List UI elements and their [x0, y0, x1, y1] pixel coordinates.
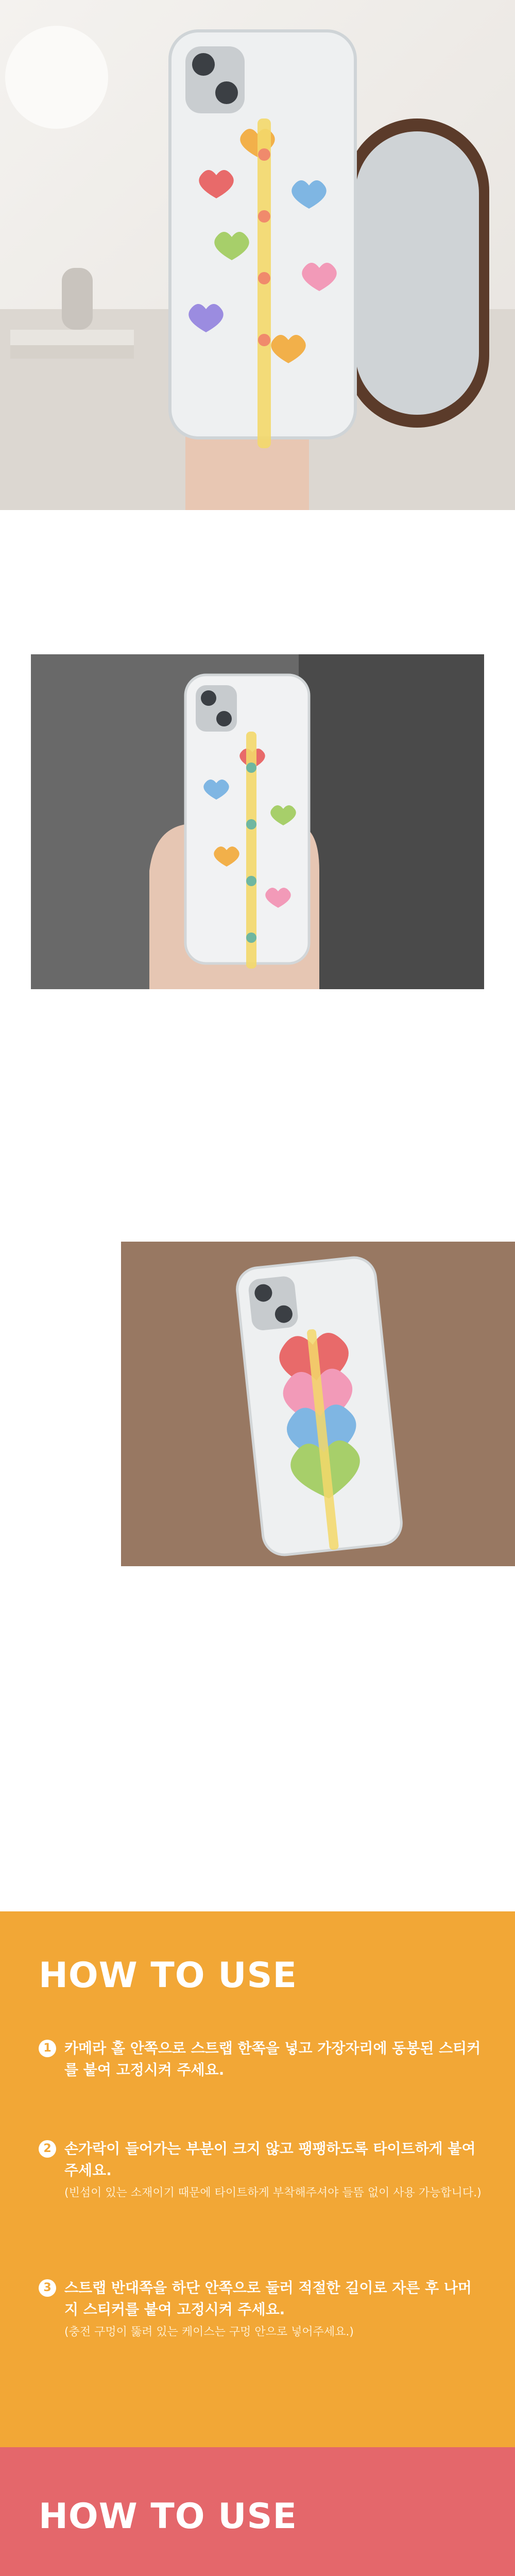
step-text: 스트랩 반대쪽을 하단 안쪽으로 둘러 적절한 길이로 자른 후 나머지 스티커를 붙여 고정시켜 주세요.: [64, 2279, 472, 2318]
step-note: (충전 구멍이 뚫려 있는 케이스는 구멍 안으로 넣어주세요.): [64, 2326, 354, 2338]
product-photo-strap-closeup: [31, 654, 484, 989]
step-number-badge: 2: [39, 2140, 56, 2158]
step-note: (빈섬이 있는 소재이기 때문에 타이트하게 부착해주셔야 들뜸 없이 사용 가능합니다.): [64, 2187, 482, 2199]
how-to-use-instructions-section: [0, 1911, 515, 2447]
product-photo-heart-strap: [121, 1242, 515, 1566]
instruction-step-1: [39, 2038, 482, 2081]
step-number-badge: 3: [39, 2279, 56, 2297]
step-text: 손가락이 들어가는 부분이 크지 않고 팽팽하도록 타이트하게 붙여주세요.: [64, 2140, 476, 2179]
how-to-use-title: HOW TO USE: [39, 2496, 297, 2537]
instruction-step-2: [39, 2138, 482, 2202]
step-text: 카메라 홀 안쪽으로 스트랩 한쪽을 넣고 가장자리에 동봉된 스티커를 붙여 고정시켜 주세요.: [64, 2040, 481, 2078]
how-to-use-title: HOW TO USE: [39, 1955, 297, 1996]
instruction-step-3: [39, 2277, 482, 2341]
how-to-use-diagram-section: [0, 2447, 515, 2576]
step-number-badge: 1: [39, 2040, 56, 2057]
product-photo-hand-holding-phone: [0, 0, 515, 510]
